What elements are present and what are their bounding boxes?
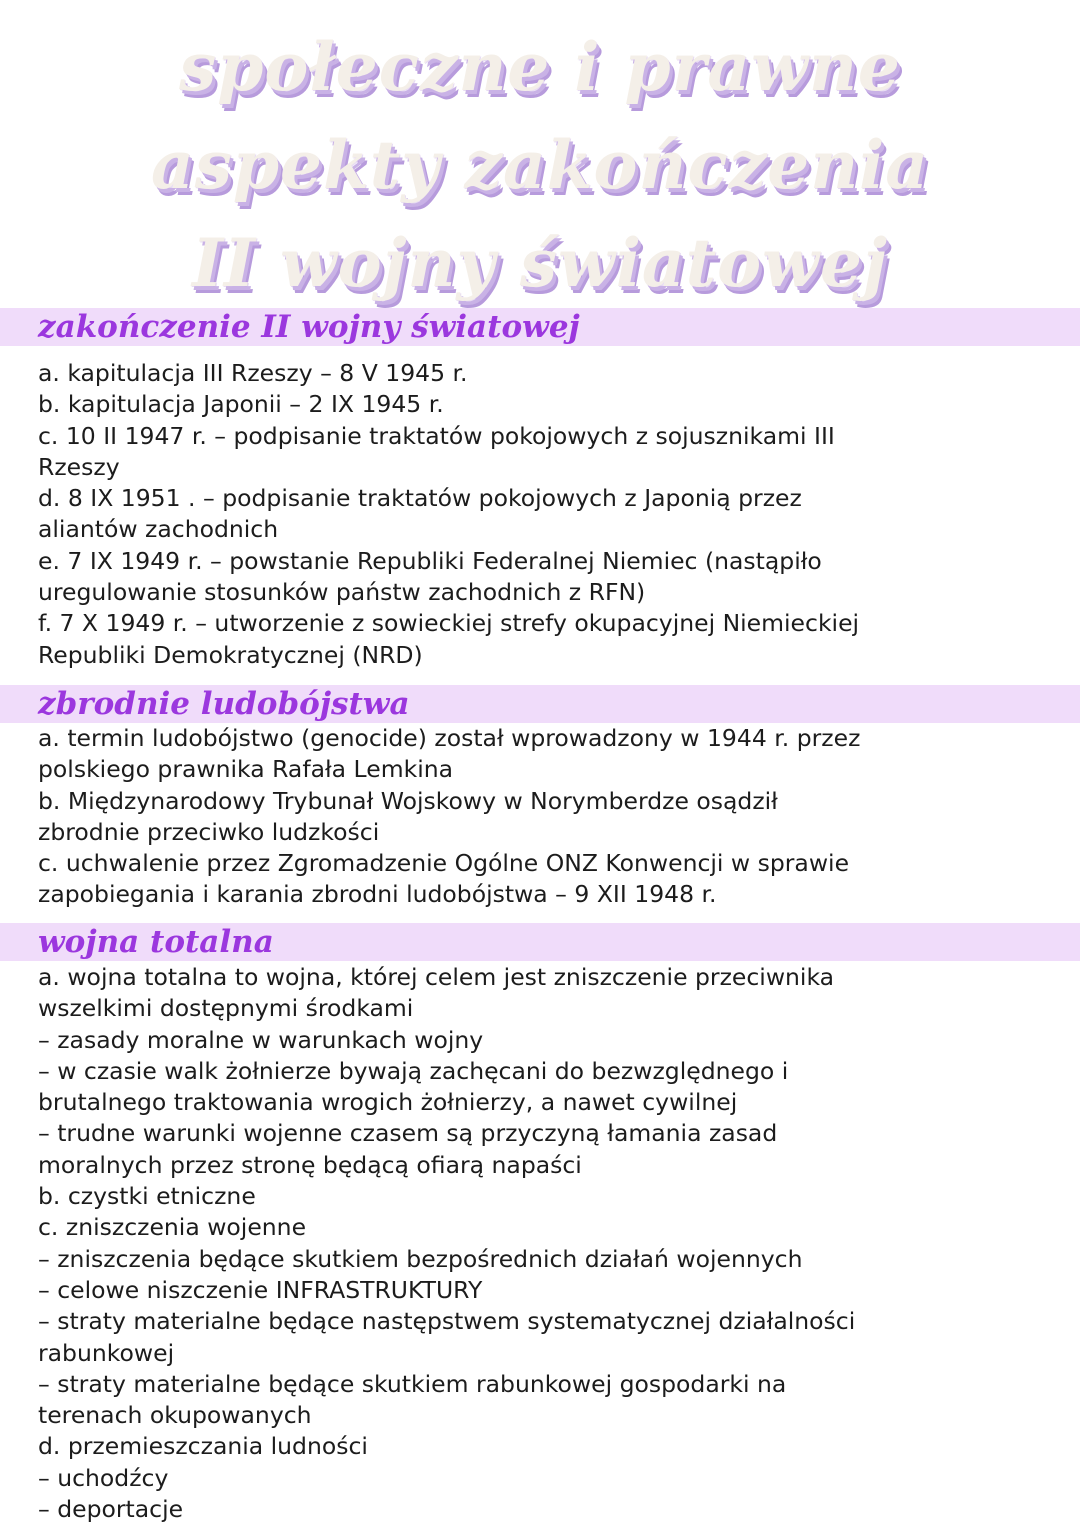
text-line: zapobiegania i karania zbrodni ludobójstwa – 9 XII 1948 r. (38, 880, 717, 909)
text-line: – deportacje (38, 1495, 184, 1524)
text-line: – zasady moralne w warunkach wojny (38, 1025, 484, 1054)
text-line: brutalnego traktowania wrogich żołnierzy, a nawet cywilnej (38, 1088, 738, 1117)
text-line: rabunkowej (38, 1338, 175, 1367)
text-line: b. kapitulacja Japonii – 2 IX 1945 r. (38, 390, 444, 419)
text-line: moralnych przez stronę będącą ofiarą napaści (38, 1150, 582, 1179)
section-heading: zbrodnie ludobójstwa (38, 686, 410, 722)
section-heading-band (0, 308, 1080, 346)
text-line: – zniszczenia będące skutkiem bezpośrednich działań wojennych (38, 1244, 803, 1273)
section-body (38, 962, 1058, 1525)
text-line: polskiego prawnika Rafała Lemkina (38, 755, 454, 784)
text-line: e. 7 IX 1949 r. – powstanie Republiki Federalnej Niemiec (nastąpiło (38, 546, 822, 575)
text-line: uregulowanie stosunków państw zachodnich z RFN) (38, 578, 646, 607)
text-line: b. czystki etniczne (38, 1182, 256, 1211)
text-line: d. przemieszczania ludności (38, 1432, 368, 1461)
text-line: – celowe niszczenie INFRASTRUKTURY (38, 1275, 483, 1304)
text-line: Rzeszy (38, 452, 120, 481)
page-title (0, 18, 1080, 312)
section-body (38, 358, 1058, 671)
text-line: wszelkimi dostępnymi środkami (38, 994, 414, 1023)
text-line: terenach okupowanych (38, 1401, 312, 1430)
text-line: – straty materialne będące skutkiem rabunkowej gospodarki na (38, 1369, 787, 1398)
title-line: aspekty zakończenia (150, 126, 930, 204)
section-heading: zakończenie II wojny światowej (38, 309, 580, 345)
text-line: c. 10 II 1947 r. – podpisanie traktatów pokojowych z sojusznikami III (38, 421, 835, 450)
text-line: c. zniszczenia wojenne (38, 1213, 307, 1242)
text-line: – uchodźcy (38, 1463, 169, 1492)
text-line: – straty materialne będące następstwem systematycznej działalności (38, 1307, 856, 1336)
text-line: – w czasie walk żołnierze bywają zachęcani do bezwzględnego i (38, 1056, 789, 1085)
text-line: aliantów zachodnich (38, 515, 279, 544)
section-heading-band (0, 923, 1080, 961)
text-line: zbrodnie przeciwko ludzkości (38, 817, 380, 846)
section-heading-band (0, 685, 1080, 723)
text-line: b. Międzynarodowy Trybunał Wojskowy w Norymberdze osądził (38, 786, 778, 815)
text-line: a. kapitulacja III Rzeszy – 8 V 1945 r. (38, 359, 468, 387)
text-line: a. termin ludobójstwo (genocide) został wprowadzony w 1944 r. przez (38, 724, 861, 752)
title-line: II wojny światowej (192, 224, 888, 302)
text-line: d. 8 IX 1951 . – podpisanie traktatów pokojowych z Japonią przez (38, 484, 802, 513)
text-line: f. 7 X 1949 r. – utworzenie z sowieckiej strefy okupacyjnej Niemieckiej (38, 609, 860, 638)
text-line: – trudne warunki wojenne czasem są przyczyną łamania zasad (38, 1119, 778, 1148)
section-body (38, 723, 1058, 911)
text-line: Republiki Demokratycznej (NRD) (38, 640, 423, 669)
text-line: a. wojna totalna to wojna, której celem jest zniszczenie przeciwnika (38, 963, 835, 991)
text-line: c. uchwalenie przez Zgromadzenie Ogólne ONZ Konwencji w sprawie (38, 849, 850, 878)
section-heading: wojna totalna (38, 924, 274, 960)
title-line: społeczne i prawne (179, 28, 901, 106)
